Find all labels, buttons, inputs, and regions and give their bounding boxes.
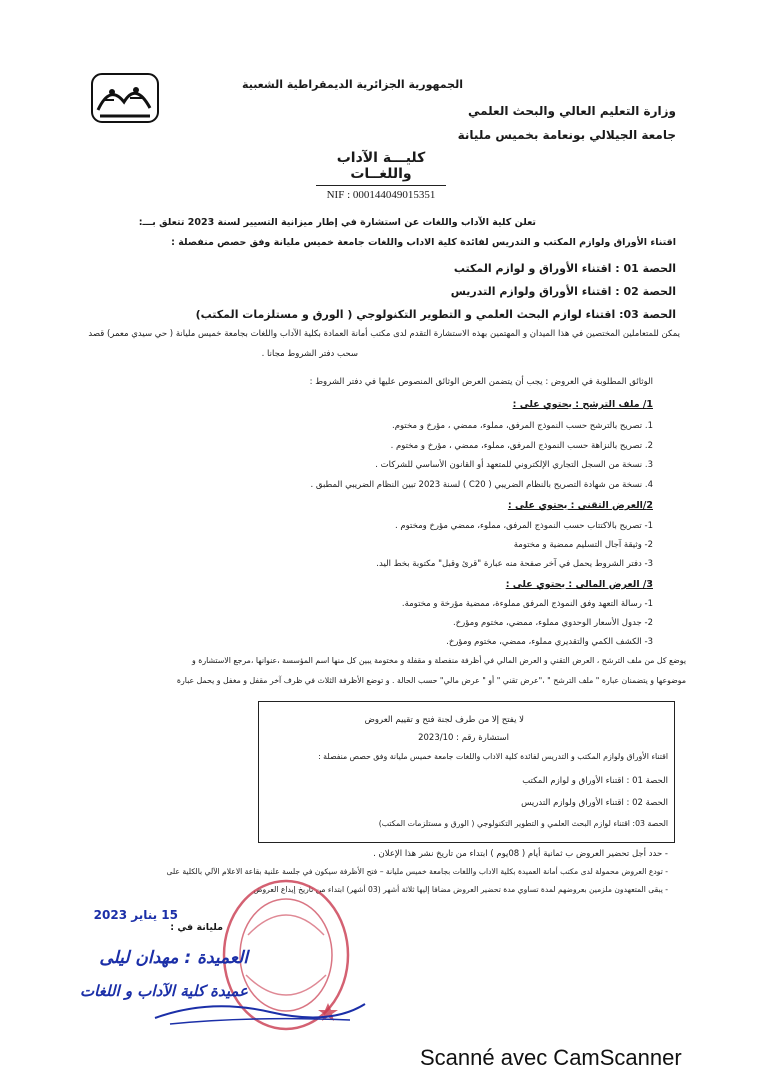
faculty-block [316,150,446,201]
subject-line: اقتناء الأوراق ولوازم المكتب و التدريس لفائدة كلية الاداب واللغات جامعة خميس مليانة وفق حصص منفصلة : [171,237,676,248]
section-3-item-3: 3- الكشف الكمي والتقديري مملوء، ممضي، مختوم ومؤرخ. [446,637,653,647]
envelope-mention-box [258,701,675,843]
section-1-item-1: 1. تصريح بالترشح حسب النموذج المرفق، مملوء، ممضي ، مؤرخ و مختوم. [392,421,653,431]
note-1: - حدد أجل تحضير العروض ب ثمانية أيام ( 08يوم ) ابتداء من تاريخ نشر هذا الإعلان . [373,849,668,859]
dean-role: عميدة كلية الآداب و اللغات [79,982,248,1000]
university-name: جامعة الجيلالي بونعامة بخميس مليانة [457,128,676,142]
lot-3: الحصة 03: اقتناء لوازم البحث العلمي و التطوير التكنولوجي ( الورق و مستلزمات المكتب) [195,308,676,321]
envelope-line-3: اقتناء الأوراق ولوازم المكتب و التدريس لفائدة كلية الاداب واللغات جامعة خميس مليانة وفق حصص منفصلة : [318,752,668,761]
handwritten-signature [150,990,370,1030]
university-logo [90,72,160,124]
nif-number: NIF : 000144049015351 [326,189,436,201]
section-1-item-3: 3. نسخة من السجل التجاري الإلكتروني للمتعهد أو القانون الأساسي للشركات . [375,460,653,470]
lot-1: الحصة 01 : اقتناء الأوراق و لوازم المكتب [453,262,676,275]
section-2-item-2: 2- وثيقة آجال التسليم ممضية و مختومة [513,540,653,550]
faculty-name: كليـــة الآداب واللغــات [336,150,426,182]
note-2: - تودع العروض محمولة لدى مكتب أمانة العميدة بكلية الاداب واللغات بجامعة خميس مليانة – فتح الأظرفة سيكون في جلسة علنية بقاعة الاعلام الآلي بالكلية على [166,867,668,876]
invite-line-2: سحب دفتر الشروط مجانا . [261,349,358,359]
section-2-item-1: 1- تصريح بالاكتتاب حسب النموذج المرفق، مملوء، ممضي مؤرخ ومختوم . [394,521,653,531]
section-3-title: 3/ العرض المالي : يحتوي على : [505,579,653,590]
republic-name: الجمهورية الجزائرية الديمقراطية الشعبية [242,78,463,91]
signature-date: 15 يناير 2023 [93,908,178,922]
invite-line-1: يمكن للمتعاملين المختصين في هذا الميدان و المهتمين بهذه الاستشارة التقدم لدى مكتب أمانة العمادة بكلية الآداب واللغات بجامعة خميس مليانة ( حي سيدي معمر) قصد [88,329,680,339]
section-3-item-1: 1- رسالة التعهد وفق النموذج المرفق مملوءة، ممضية مؤرخة و مختومة. [401,599,653,609]
envelope-line-5: الحصة 02 : اقتناء الأوراق ولوازم التدريس [521,798,668,808]
section-2-title: 2/العرض التقني : يحتوي على : [507,500,653,511]
lot-2: الحصة 02 : اقتناء الأوراق ولوازم التدريس [450,285,676,298]
signature-place: مليانة في : [170,922,223,933]
dean-title: العميدة : مهدان ليلى [99,948,248,968]
ministry-name: وزارة التعليم العالي والبحث العلمي [467,104,676,118]
announce-line: تعلن كلية الآداب واللغات عن استشارة في إطار ميزانية التسيير لسنة 2023 تتعلق بـــ: [138,217,536,228]
scanner-watermark: Scanné avec CamScanner [420,1045,682,1070]
envelope-para-1: يوضع كل من ملف الترشح ، العرض التقني و العرض المالي في أظرفة منفصلة و مقفلة و مختومة يبين كل منها اسم المؤسسة ،عنوانها ،مرجع الاستشارة و [192,656,686,665]
note-3: - يبقى المتعهدون ملزمين بعروضهم لمدة تساوي مدة تحضير العروض مضافا إليها ثلاثة أشهر (03 أشهر) ابتداء من تاريخ إيداع العروض [253,885,668,894]
envelope-line-6: الحصة 03: اقتناء لوازم البحث العلمي و التطوير التكنولوجي ( الورق و مستلزمات المكتب) [378,819,668,828]
section-2-item-3: 3- دفتر الشروط يحمل في آخر صفحة منه عبارة "قرئ وقبل" مكتوبة بخط اليد. [376,559,653,569]
envelope-line-4: الحصة 01 : اقتناء الأوراق و لوازم المكتب [522,776,668,786]
envelope-line-2: استشارة رقم : 2023/10 [418,733,509,743]
section-3-item-2: 2- جدول الأسعار الوحدوي مملوء، ممضي، مختوم ومؤرخ. [452,618,653,628]
envelope-line-1: لا يفتح إلا من طرف لجنة فتح و تقييم العروض [364,715,524,725]
section-1-item-2: 2. تصريح بالنزاهة حسب النموذج المرفق، مملوء، ممضي ، مؤرخ و مختوم . [390,441,653,451]
section-1-title: 1/ ملف الترشح : يحتوي على : [512,399,653,410]
docs-intro: الوثائق المطلوبة في العروض : يجب أن يتضمن العرض الوثائق المنصوص عليها في دفتر الشروط : [309,377,653,387]
envelope-para-2: موضوعها و يتضمنان عبارة " ملف الترشح " ،"عرض تقني " أو " عرض مالي" حسب الحالة . و توضع الأظرفة الثلاث في ظرف آخر مقفل و مغفل و يحمل عبارة [176,676,686,685]
section-1-item-4: 4. نسخة من شهادة التصريح بالنظام الضريبي ( C20 ) لسنة 2023 تبين النظام الضريبي المطبق . [310,480,653,490]
